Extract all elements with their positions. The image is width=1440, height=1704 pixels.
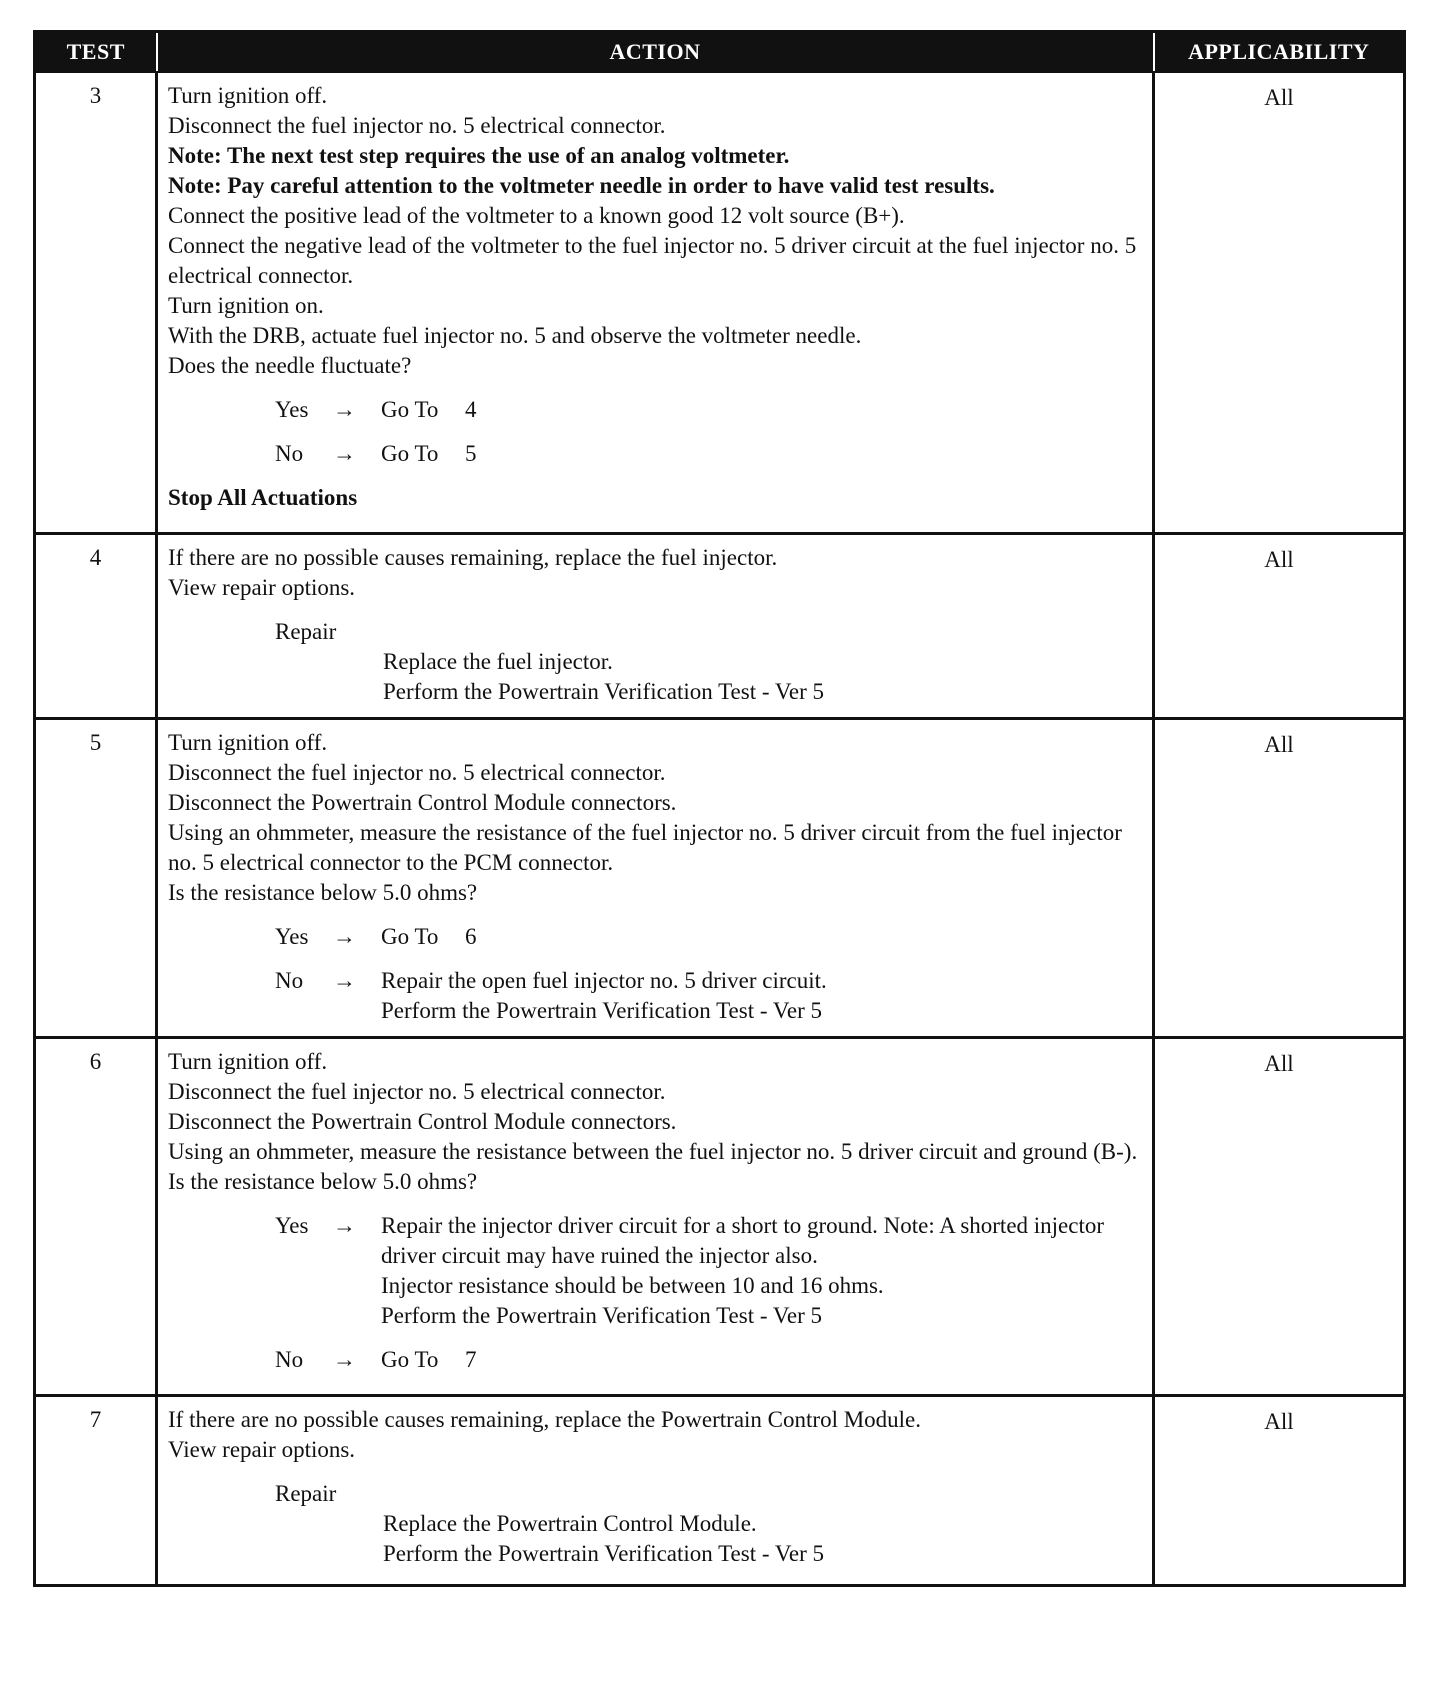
arrow-right-icon: → [333,967,356,993]
column-header-applicability: APPLICABILITY [1154,32,1405,73]
test-number: 5 [35,718,157,1037]
repair-label: Repair [275,1480,337,1506]
repair-step: Perform the Powertrain Verification Test - Ver 5 [381,997,823,1023]
action-step: Turn ignition off. [168,729,328,755]
action-step: Turn ignition on. [168,293,324,318]
answer-no: No [275,441,304,466]
branch-result [381,922,1144,952]
repair-step: Perform the Powertrain Verification Test - Ver 5 [383,1540,825,1566]
branch-yes [275,922,1144,952]
repair-step: Replace the fuel injector. [383,648,613,674]
goto-label: Go To [381,1346,439,1372]
action-step: Connect the negative lead of the voltmeter to the fuel injector no. 5 driver circuit at the fuel injector no. 5 electrical connector. [168,233,1137,288]
action-cell [157,72,1154,533]
answer-no: No [275,967,304,993]
arrow-right-icon: → [333,441,356,466]
action-step: If there are no possible causes remaining, replace the Powertrain Control Module. [168,1406,922,1432]
test-number: 3 [35,72,157,533]
action-question: Is the resistance below 5.0 ohms? [168,879,478,905]
branch-yes [275,395,1144,425]
action-note: Note: Pay careful attention to the voltmeter needle in order to have valid test results. [168,173,995,198]
table-row-test-3 [35,72,1405,533]
answer-no: No [275,1346,304,1372]
applicability-value: All [1154,1395,1405,1585]
arrow-right-icon: → [333,397,356,422]
branch-no [275,1345,1144,1375]
branch-no [275,439,1144,469]
action-step: If there are no possible causes remaining, replace the fuel injector. [168,544,778,570]
action-step: View repair options. [168,1436,356,1462]
test-number: 7 [35,1395,157,1585]
action-cell [157,1037,1154,1395]
action-step: Disconnect the fuel injector no. 5 electrical connector. [168,1078,666,1104]
action-question: Does the needle fluctuate? [168,353,412,378]
applicability-value: All [1154,1037,1405,1395]
action-step: Using an ohmmeter, measure the resistance between the fuel injector no. 5 driver circuit and ground (B-). [168,1138,1138,1164]
goto-target: 4 [465,397,477,422]
test-number: 4 [35,533,157,718]
repair-steps [383,647,1144,707]
action-cell [157,1395,1154,1585]
arrow-right-icon: → [333,1212,356,1238]
action-cell [157,718,1154,1037]
repair-label: Repair [275,618,337,644]
arrow-right-icon: → [333,923,356,949]
action-note: Note: The next test step requires the use of an analog voltmeter. [168,143,790,168]
goto-target: 5 [465,441,477,466]
diagnostic-table [33,30,1406,1587]
table-row-test-7 [35,1395,1405,1585]
column-header-test: TEST [35,32,157,73]
goto-label: Go To [381,397,439,422]
applicability-value: All [1154,718,1405,1037]
branch-result [381,966,1144,1026]
goto-target: 7 [465,1346,477,1372]
action-step: Connect the positive lead of the voltmeter to a known good 12 volt source (B+). [168,203,905,228]
goto-label: Go To [381,923,439,949]
repair-step: Injector resistance should be between 10 and 16 ohms. [381,1272,884,1298]
table-row-test-4 [35,533,1405,718]
action-question: Is the resistance below 5.0 ohms? [168,1168,478,1194]
answer-yes: Yes [275,923,309,949]
repair-steps [383,1509,1144,1569]
table-row-test-5 [35,718,1405,1037]
diagnostic-table-page [33,30,1403,1587]
branch-yes [275,1211,1144,1331]
branch-result [381,439,1144,469]
action-step: Disconnect the fuel injector no. 5 electrical connector. [168,113,666,138]
action-step: With the DRB, actuate fuel injector no. 5 and observe the voltmeter needle. [168,323,862,348]
table-header-row [35,32,1405,73]
repair-step: Perform the Powertrain Verification Test - Ver 5 [383,678,825,704]
action-step: Disconnect the Powertrain Control Module connectors. [168,1108,677,1134]
table-row-test-6 [35,1037,1405,1395]
applicability-value: All [1154,72,1405,533]
action-step: Using an ohmmeter, measure the resistance of the fuel injector no. 5 driver circuit from the fuel injector no. 5 electrical connector to the PCM connector. [168,819,1122,875]
answer-yes: Yes [275,397,309,422]
action-step: Disconnect the Powertrain Control Module connectors. [168,789,677,815]
branch-result [381,1345,1144,1375]
action-step: Disconnect the fuel injector no. 5 electrical connector. [168,759,666,785]
branch-result [381,1211,1144,1331]
branch-no [275,966,1144,1026]
branch-result [381,395,1144,425]
repair-step: Replace the Powertrain Control Module. [383,1510,757,1536]
repair-step: Perform the Powertrain Verification Test - Ver 5 [381,1302,823,1328]
stop-actuations-note: Stop All Actuations [168,485,358,510]
action-cell [157,533,1154,718]
action-step: Turn ignition off. [168,83,328,108]
repair-step: Repair the open fuel injector no. 5 driver circuit. [381,967,827,993]
applicability-value: All [1154,533,1405,718]
arrow-right-icon: → [333,1346,356,1372]
column-header-action: ACTION [157,32,1154,73]
goto-target: 6 [465,923,477,949]
goto-label: Go To [381,441,439,466]
action-step: View repair options. [168,574,356,600]
test-number: 6 [35,1037,157,1395]
repair-step: Repair the injector driver circuit for a short to ground. Note: A shorted injector driver circuit may have ruined the injector also. [381,1212,1105,1268]
action-step: Turn ignition off. [168,1048,328,1074]
answer-yes: Yes [275,1212,309,1238]
